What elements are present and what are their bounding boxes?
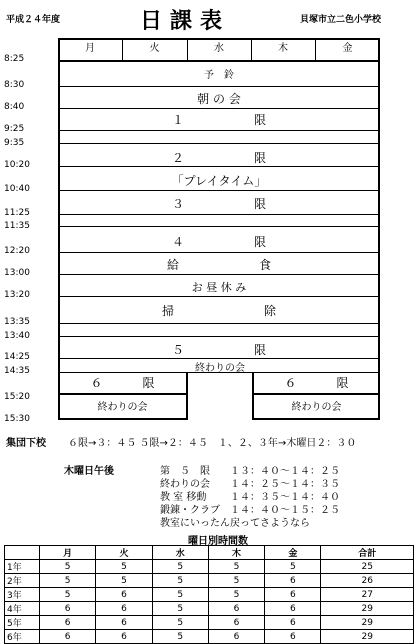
hours-cell: 5 (208, 574, 264, 588)
hours-cell: 5 (208, 588, 264, 602)
row-line (58, 166, 380, 167)
time-label: 13:20 (4, 290, 30, 300)
hours-cell: 5 (40, 560, 96, 574)
time-label: 8:25 (4, 54, 25, 64)
time-label: 11:25 (4, 208, 30, 218)
row-yorei: 予 鈴 (204, 70, 234, 81)
period-suffix: 限 (142, 376, 155, 390)
period-number: ６ (284, 376, 297, 390)
hours-cell: 6 (208, 602, 264, 616)
row-lunch-break: お 昼 休 み (191, 281, 247, 294)
day-header-fri: 金 (342, 43, 353, 54)
row-period-4 (58, 233, 380, 250)
dismissal-text: ６限→３：４５ ５限→２：４５ １、２、３年→木曜日２：３０ (68, 438, 357, 449)
cleaning-label-1: 掃 (161, 304, 174, 318)
time-label: 13:00 (4, 268, 30, 278)
row-play-time: 「プレイタイム」 (171, 174, 267, 188)
item-label: 終わりの会 (160, 479, 210, 490)
hours-cell: 5 (152, 602, 208, 616)
hours-cell: 6 (96, 616, 152, 630)
hours-cell: 6 (265, 602, 321, 616)
time-label: 9:35 (4, 138, 25, 148)
corner-cell (5, 546, 40, 560)
cleaning-label-2: 除 (264, 304, 277, 318)
lunch-label-1: 給 (166, 258, 179, 272)
hours-cell: 6 (208, 616, 264, 630)
hours-title: 曜日別時間数 (188, 536, 248, 547)
owari-no-kai-wed: 終わりの会 (195, 363, 245, 374)
row-line (58, 60, 380, 62)
item-time: １４：４０〜１５：２５ (230, 505, 340, 516)
table-row (5, 602, 414, 616)
row-period-3 (58, 195, 380, 212)
grade-cell: 6年 (5, 630, 40, 644)
hours-cell: 5 (265, 560, 321, 574)
column-header: 月 (40, 546, 96, 560)
owari-no-kai-right: 終わりの会 (252, 394, 380, 420)
page-title: 日課表 (140, 9, 231, 34)
grade-cell: 3年 (5, 588, 40, 602)
row-lunch (58, 256, 380, 273)
period-number: １ (171, 113, 184, 127)
row-period-5 (58, 341, 380, 358)
table-row (5, 574, 414, 588)
row-line (58, 214, 380, 215)
hours-cell: 6 (265, 574, 321, 588)
item-label: 教 室 移動 (160, 492, 207, 503)
total-cell: 29 (321, 630, 414, 644)
hours-cell: 6 (96, 602, 152, 616)
total-cell: 25 (321, 560, 414, 574)
period-6-right (252, 372, 380, 394)
column-header: 金 (265, 546, 321, 560)
row-line (58, 108, 380, 109)
period-number: ５ (171, 343, 184, 357)
item-time: １４：３５〜１４：４０ (230, 492, 340, 503)
table-row (5, 630, 414, 644)
day-header-tue: 火 (149, 43, 160, 54)
time-label: 9:25 (4, 124, 25, 134)
row-line (58, 130, 380, 131)
time-label: 14:25 (4, 352, 30, 362)
dismissal-label: 集団下校 (6, 438, 46, 449)
thursday-item (160, 514, 310, 529)
item-label: 鍛錬・クラブ (160, 505, 220, 516)
time-label: 15:30 (4, 414, 30, 424)
period-number: ３ (171, 197, 184, 211)
hours-cell: 6 (96, 588, 152, 602)
column-header: 火 (96, 546, 152, 560)
period-number: ６ (90, 376, 103, 390)
row-line (58, 226, 380, 227)
grade-cell: 5年 (5, 616, 40, 630)
time-label: 8:40 (4, 102, 25, 112)
day-header-wed: 水 (214, 43, 224, 54)
grade-cell: 1年 (5, 560, 40, 574)
row-line (58, 296, 380, 297)
day-header-mon: 月 (85, 43, 95, 54)
period-suffix: 限 (336, 376, 349, 390)
period-suffix: 限 (254, 343, 267, 357)
row-line (58, 86, 380, 87)
table-row (5, 616, 414, 630)
day-header-thu: 木 (278, 43, 288, 54)
total-cell: 26 (321, 574, 414, 588)
owari-no-kai-left: 終わりの会 (58, 394, 188, 420)
item-label: 第 ５ 限 (160, 466, 210, 477)
grade-cell: 4年 (5, 602, 40, 616)
table-row (5, 560, 414, 574)
table-row (5, 588, 414, 602)
hours-cell: 6 (40, 602, 96, 616)
column-header: 木 (208, 546, 264, 560)
row-line (58, 336, 380, 337)
time-label: 10:40 (4, 184, 30, 194)
item-label: 教室にいったん戻ってさようなら (160, 518, 310, 529)
time-label: 11:35 (4, 221, 30, 231)
thursday-title: 木曜日午後 (64, 466, 114, 477)
period-suffix: 限 (254, 235, 267, 249)
hours-cell: 5 (40, 574, 96, 588)
hours-cell: 5 (208, 560, 264, 574)
table-header-row (5, 546, 414, 560)
hours-cell: 6 (265, 588, 321, 602)
time-label: 13:40 (4, 331, 30, 341)
column-header: 水 (152, 546, 208, 560)
grade-cell: 2年 (5, 574, 40, 588)
period-number: ４ (171, 235, 184, 249)
period-suffix: 限 (254, 113, 267, 127)
hours-cell: 6 (96, 630, 152, 644)
hours-cell: 5 (152, 560, 208, 574)
hours-table (4, 545, 414, 644)
period-suffix: 限 (254, 197, 267, 211)
hours-cell: 5 (40, 588, 96, 602)
hours-cell: 5 (152, 588, 208, 602)
time-label: 15:20 (4, 392, 30, 402)
row-line (58, 190, 380, 191)
hours-cell: 5 (152, 630, 208, 644)
period-number: ２ (171, 151, 184, 165)
hours-cell: 5 (152, 574, 208, 588)
school-year: 平成２４年度 (6, 15, 61, 25)
hours-cell: 6 (40, 630, 96, 644)
time-label: 14:35 (4, 366, 30, 376)
period-6-left (58, 372, 188, 394)
period-suffix: 限 (254, 151, 267, 165)
row-line (58, 143, 380, 144)
column-header: 合計 (321, 546, 414, 560)
row-cleaning (58, 302, 380, 319)
hours-cell: 6 (40, 616, 96, 630)
total-cell: 27 (321, 588, 414, 602)
hours-cell: 6 (265, 616, 321, 630)
lunch-label-2: 食 (259, 258, 272, 272)
time-label: 12:20 (4, 246, 30, 256)
blank-cell (188, 380, 252, 420)
hours-cell: 5 (152, 616, 208, 630)
school-name: 貝塚市立二色小学校 (300, 15, 382, 25)
total-cell: 29 (321, 602, 414, 616)
hours-cell: 5 (96, 560, 152, 574)
hours-cell: 6 (265, 630, 321, 644)
time-label: 13:35 (4, 317, 30, 327)
row-line (58, 323, 380, 324)
hours-cell: 5 (96, 574, 152, 588)
item-time: １４：２５〜１４：３５ (230, 479, 340, 490)
time-label: 8:30 (4, 80, 25, 90)
row-line (58, 252, 380, 253)
time-label: 10:20 (4, 160, 30, 170)
hours-cell: 6 (208, 630, 264, 644)
row-line (58, 372, 380, 373)
row-period-2 (58, 149, 380, 166)
row-line (58, 274, 380, 275)
total-cell: 29 (321, 616, 414, 630)
row-period-1 (58, 111, 380, 128)
row-asa-no-kai: 朝 の 会 (197, 92, 241, 106)
item-time: １３：４０〜１４：２５ (230, 466, 340, 477)
